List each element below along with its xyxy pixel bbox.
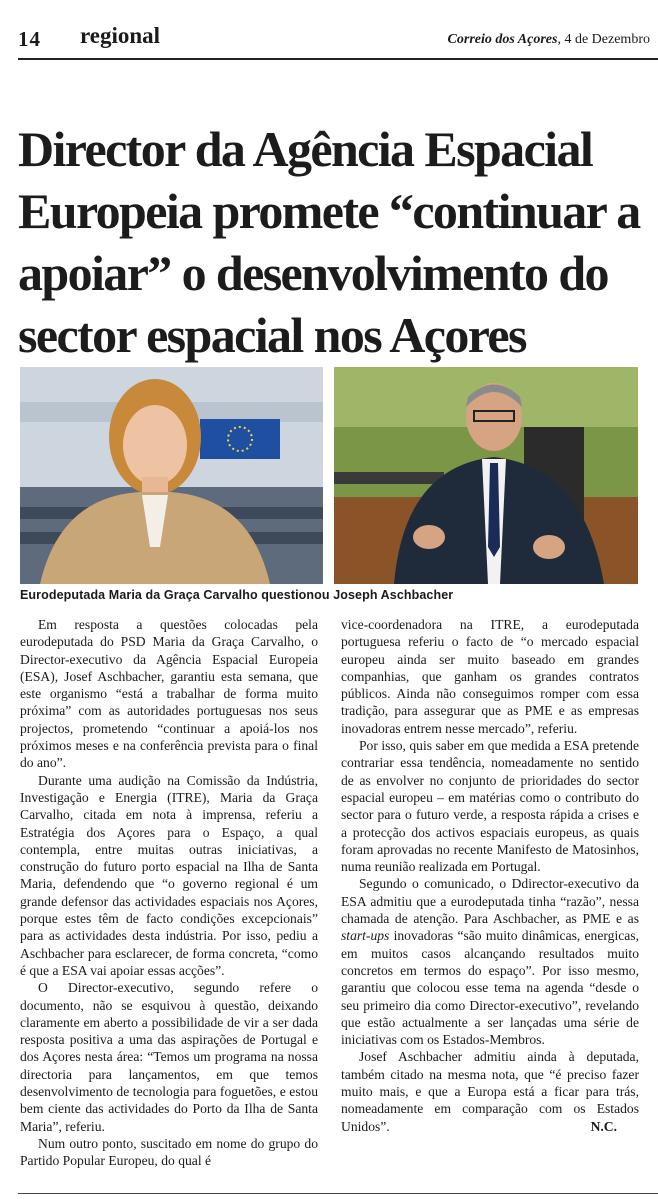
- paragraph: Em resposta a questões colocadas pela eurodeputada do PSD Maria da Graça Carvalho, o Director-executivo da Agência Espacial Europeia (ESA), Josef Aschbacher, garantiu esta semana, que este organismo “está a trabalhar de forma muito próxima” com as autoridades portuguesas nos seus projectos, prometendo “continuar a apoiá-los nos próximos meses e na conferência prevista para o final do ano”.: [20, 617, 318, 771]
- footer-rule: [18, 1193, 658, 1194]
- publication-name: Correio dos Açores: [447, 32, 558, 47]
- issue-date: , 4 de Dezembro: [557, 32, 650, 47]
- author-signature: N.C.: [590, 1118, 617, 1134]
- article-column-2: [341, 616, 639, 1135]
- paragraph: O Director-executivo, segundo refere o documento, não se esquivou à questão, deixando claramente em aberto a possibilidade de vir a ser dada resposta positiva a uma das aspirações de Portugal e dos Açores nesta área: “Temos um programa na nossa directoria para lançamentos, em que temos desenvolvimento de tecnologia para foguetões, e estou bem ciente das actividades do Porto da Ilha de Santa Maria”, referiu.: [20, 980, 318, 1134]
- text-run: Segundo o comunicado, o Ddirector-executivo da ESA admitiu que a eurodeputada tinha “razão”, nessa chamada de atenção. Para Aschbacher, as PME e as: [341, 876, 639, 927]
- photo-josef-aschbacher: [334, 367, 638, 584]
- paragraph: vice-coordenadora na ITRE, a eurodeputada portuguesa referiu o facto de “o mercado espacial europeu ainda ser muito baseado em grandes companhias, que ganham os grandes contratos públicos. Ainda não conseguimos romper com essa tradição, para assegurar que as PME e as empresas inovadoras entrem nesse mercado”, referiu.: [341, 617, 639, 736]
- header-rule: [18, 58, 658, 60]
- section-title: regional: [80, 23, 161, 48]
- paragraph: [341, 1048, 639, 1134]
- paragraph: [341, 875, 639, 1048]
- masthead: [448, 32, 650, 48]
- article-column-1: [20, 616, 318, 1170]
- paragraph: Por isso, quis saber em que medida a ESA pretende contrariar essa tendência, nomeadamente no sentido de as envolver no conjunto de prioridades do sector espacial europeu – em matérias como o contributo do sector para o futuro verde, a resposta rápida a crises e a protecção dos activos espaciais europeus, as quais foram aprovadas no recente Manifesto de Matosinhos, numa reunião realizada em Portugal.: [341, 738, 639, 875]
- page-header: [0, 0, 658, 60]
- photo-caption: Eurodeputada Maria da Graça Carvalho questionou Joseph Aschbacher: [20, 588, 454, 602]
- paragraph: Num outro ponto, suscitado em nome do grupo do Partido Popular Europeu, do qual é: [20, 1135, 318, 1169]
- text-run: inovadoras “são muito dinâmicas, energicas, em muitos casos alcançando resultados muito concretos em termos do espaço”. Por isso mesmo, garantiu que colocou esse tema na agenda “desde o seu primeiro dia como Director-executivo”, revelando que estão actualmente a ser lançadas uma série de iniciativas com os Estados-Membros.: [341, 928, 639, 1048]
- text-run: Josef Aschbacher admitiu ainda à deputada, também citado na mesma nota, que “é preciso fazer muito mais, e que a Europa está a ficar para trás, nomeadamente em comparação com os Estados Unidos”.: [341, 1049, 639, 1134]
- photo-maria-graca-carvalho: [20, 367, 323, 584]
- emphasis: start-ups: [341, 928, 390, 944]
- headline: Director da Agência Espacial Europeia promete “continuar a apoiar” o desenvolvimento do sector espacial nos Açores: [18, 121, 640, 363]
- portrait-woman-illustration: [20, 367, 323, 584]
- paragraph: Durante uma audição na Comissão da Indústria, Investigação e Energia (ITRE), Maria da Graça Carvalho, citada em nota à imprensa, referiu a Estratégia dos Açores para o Espaço, a qual contempla, entre muitas outras iniciativas, a construção do futuro porto espacial na Ilha de Santa Maria, defendendo que “o governo regional é um grande defensor das actividades espaciais nos Açores, porque estes têm de facto condições excepcionais” para as actividades desta indústria. Por isso, pediu a Aschbacher para esclarecer, de forma concreta, “como é que a ESA vai apoiar essas acções”.: [20, 772, 318, 978]
- page-number: 14: [18, 27, 41, 51]
- portrait-man-illustration: [334, 367, 638, 584]
